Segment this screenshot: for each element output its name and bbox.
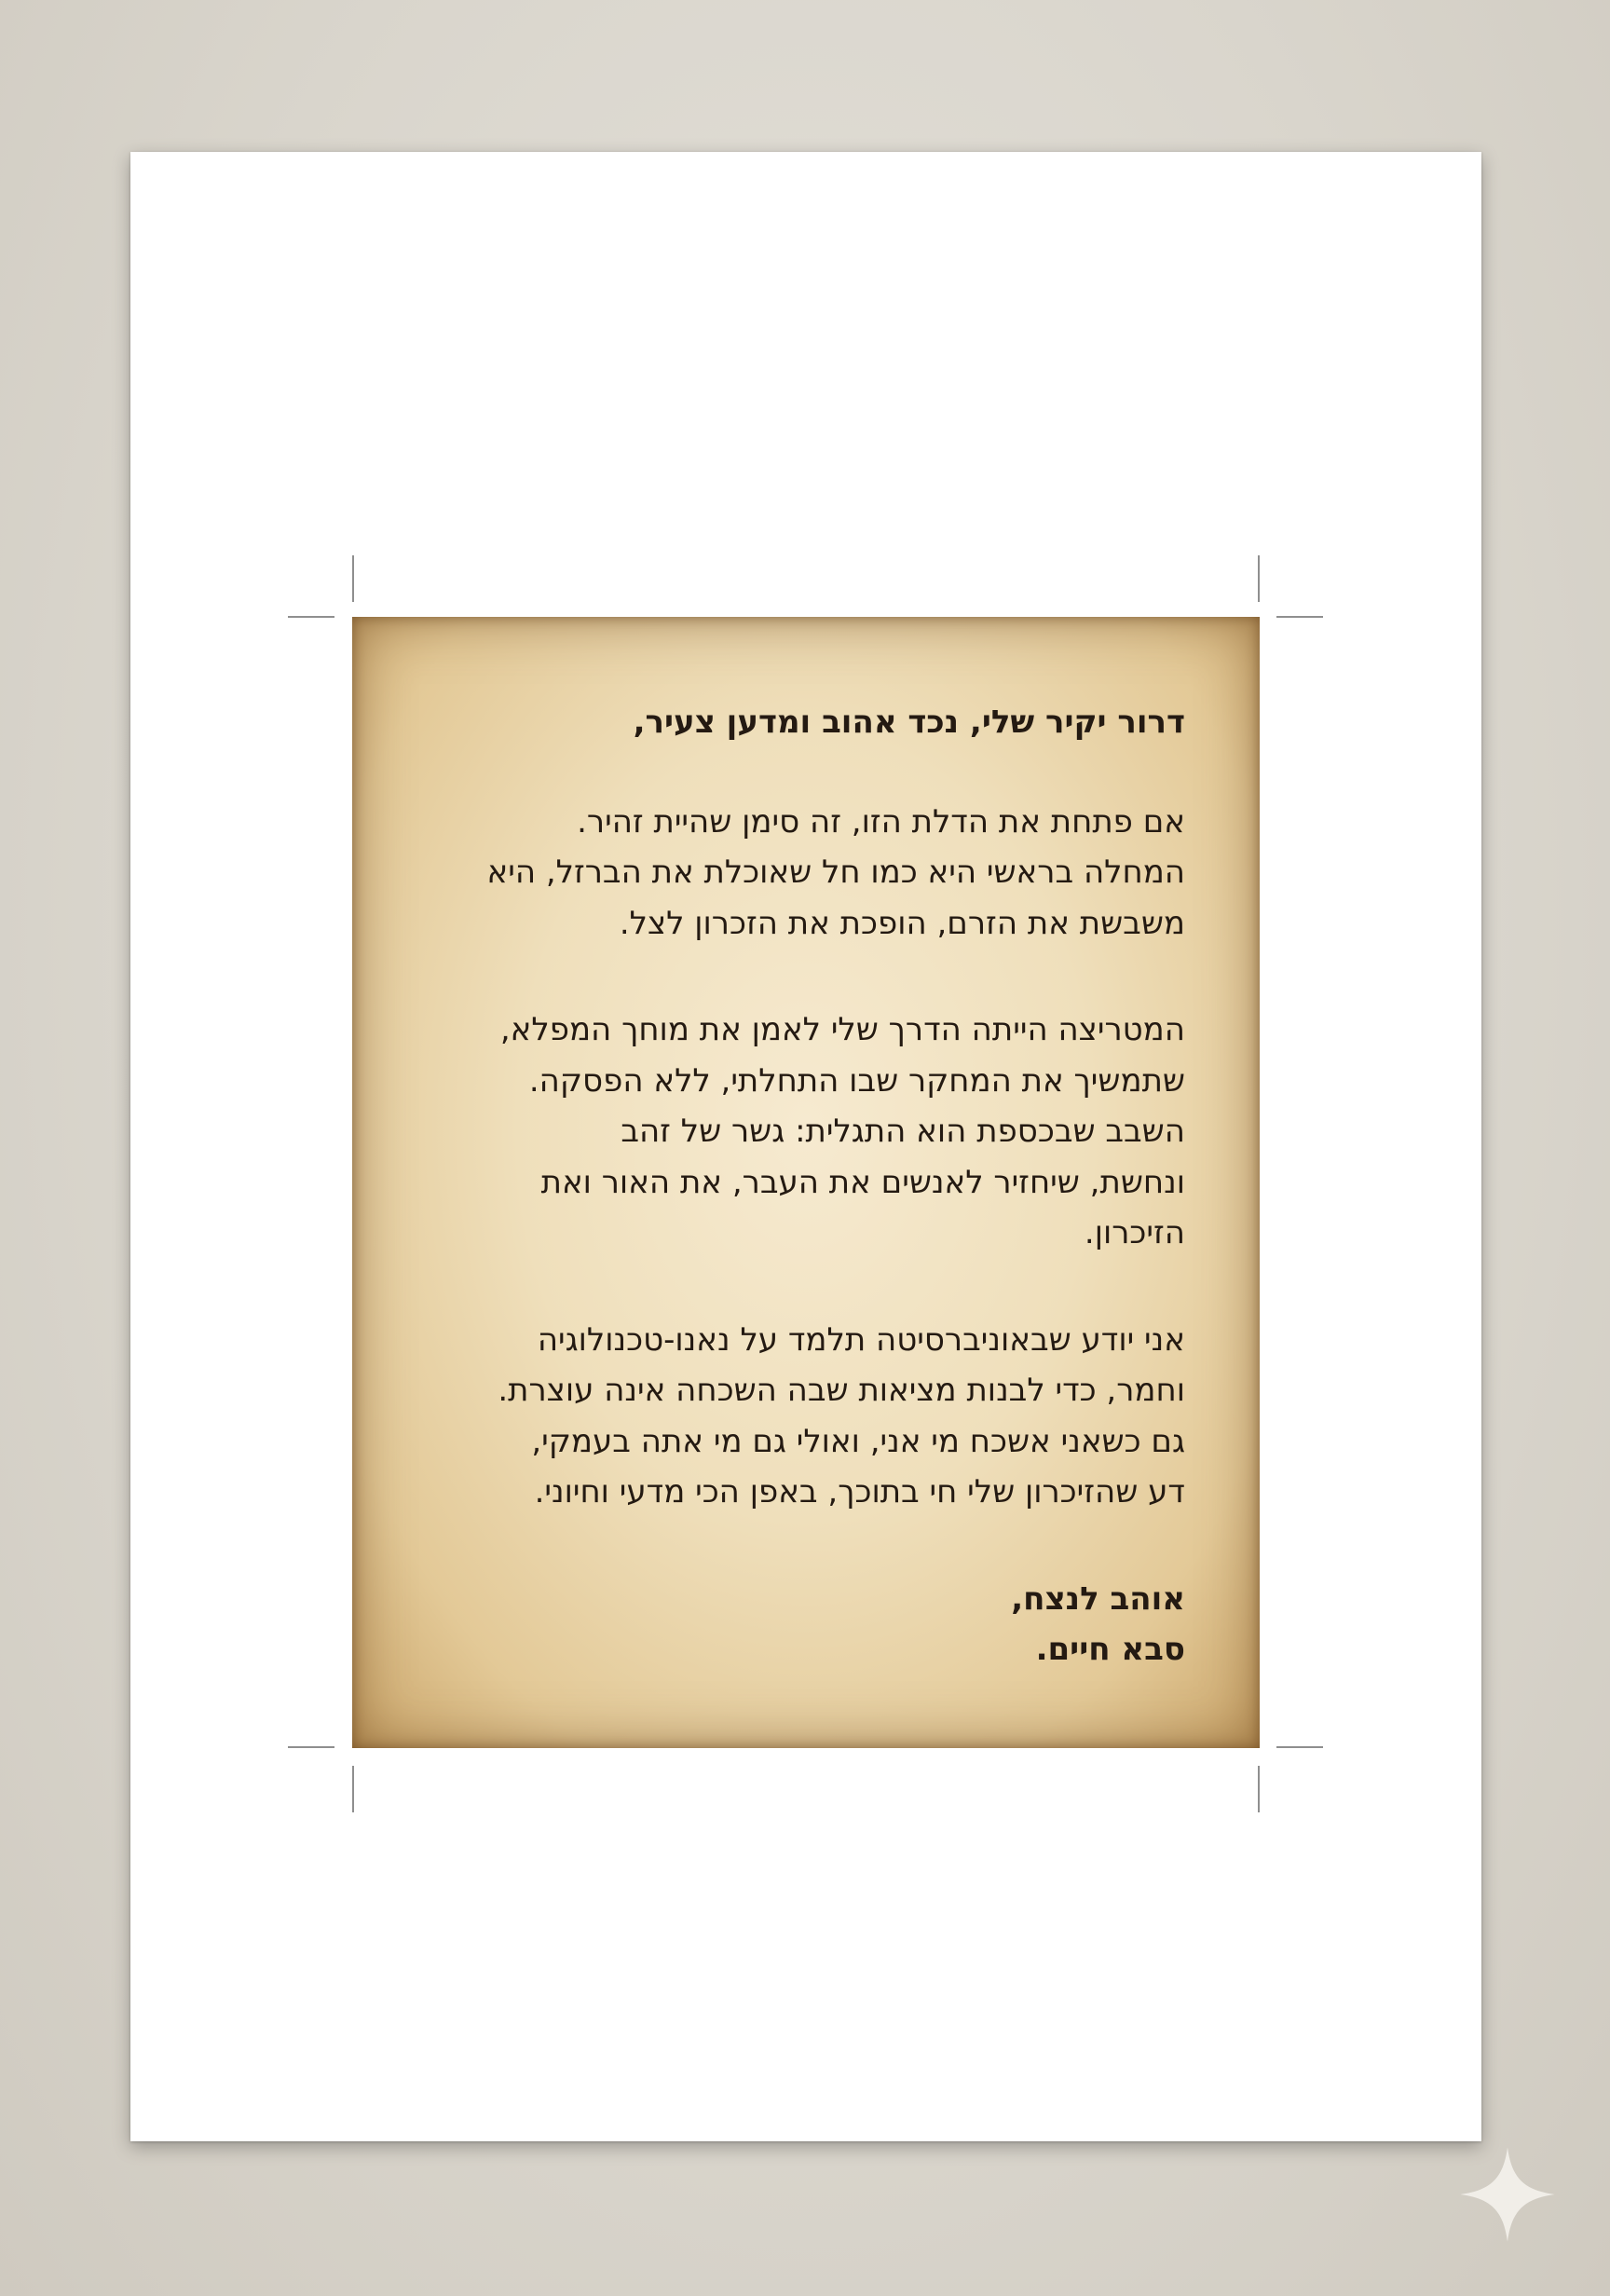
crop-mark-top-left-horizontal (288, 616, 334, 618)
paragraph2-line: הזיכרון. (1084, 1214, 1185, 1251)
paragraph2-line: שתמשיך את המחקר שבו התחלתי, ללא הפסקה. (528, 1061, 1185, 1100)
sparkle-icon (1456, 2143, 1559, 2246)
crop-mark-bottom-right-horizontal (1276, 1746, 1323, 1748)
paragraph2-line: המטריצה הייתה הדרך שלי לאמן את מוחך המפלא, (499, 1011, 1185, 1048)
paragraph1-line: משבשת את הזרם, הופכת את הזכרון לצל. (619, 904, 1185, 942)
paragraph3-line: אני יודע שבאוניברסיטה תלמד על נאנו-טכנולוגיה (537, 1320, 1185, 1359)
paragraph3-line: וחמר, כדי לבנות מציאות שבה השכחה אינה עוצרת. (498, 1372, 1185, 1409)
crop-mark-bottom-right-vertical (1258, 1766, 1260, 1812)
crop-mark-top-right-horizontal (1276, 616, 1323, 618)
letter-closing: אוהב לנצח, (1011, 1579, 1185, 1618)
letter-signature: סבא חיים. (1035, 1631, 1185, 1668)
crop-mark-bottom-left-horizontal (288, 1746, 334, 1748)
paragraph1-line: אם פתחת את הדלת הזו, זה סימן שהיית זהיר. (577, 802, 1185, 840)
crop-mark-bottom-left-vertical (352, 1766, 354, 1812)
crop-mark-top-right-vertical (1258, 555, 1260, 602)
paragraph3-line: גם כשאני אשכח מי אני, ואולי גם מי אתה בעמקי, (531, 1422, 1185, 1460)
letter-text (421, 697, 1185, 1675)
paragraph2-line: ונחשת, שיחזיר לאנשים את העבר, את האור ואת (540, 1163, 1185, 1201)
paragraph1-line: המחלה בראשי היא כמו חל שאוכלת את הברזל, היא (486, 854, 1185, 891)
paragraph3-line: דע שהזיכרון שלי חי בתוכך, באפן הכי מדעי וחיוני. (534, 1473, 1185, 1510)
paragraph2-line: השבב שבכספת הוא התגלית: גשר של זהב (621, 1113, 1185, 1150)
letter-salutation: דרור יקיר שלי, נכד אהוב ומדען צעיר, (633, 704, 1185, 741)
parchment-letter (352, 617, 1260, 1748)
crop-mark-top-left-vertical (352, 555, 354, 602)
